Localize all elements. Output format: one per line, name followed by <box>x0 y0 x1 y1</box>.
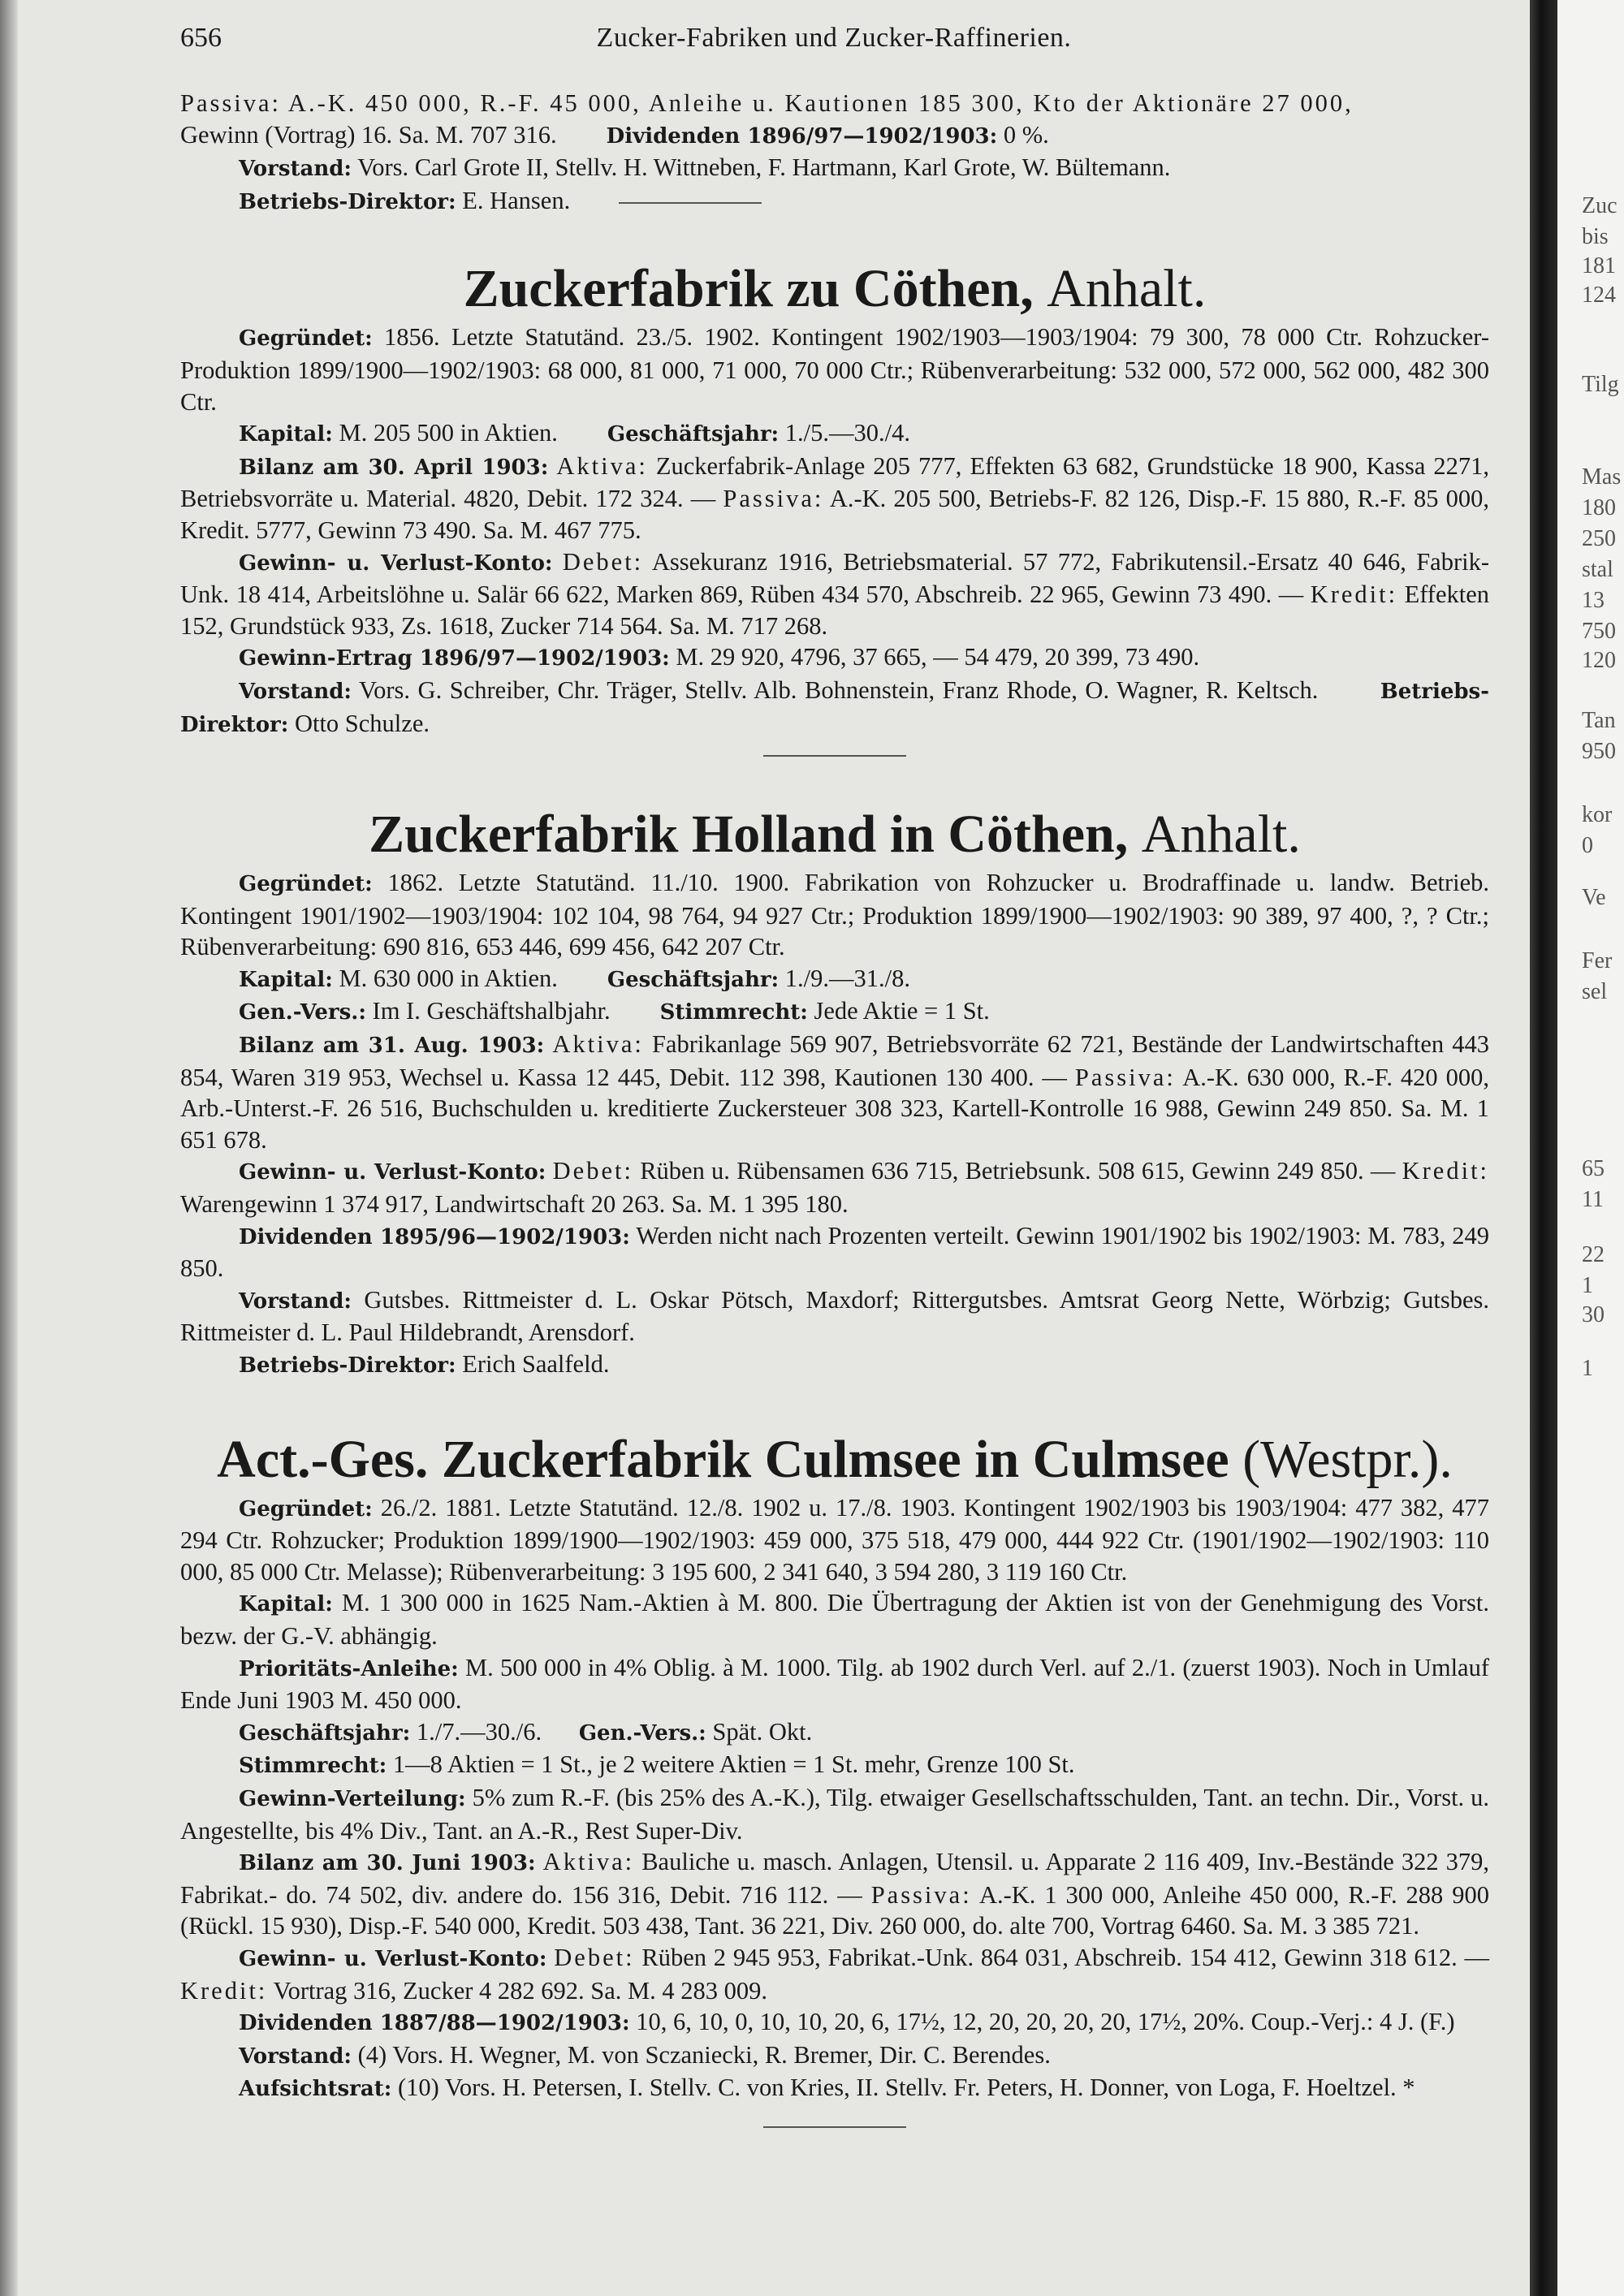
text: Zuckerfabrik-Anlage 205 777, Effekten 63 682, Grundstücke 18 900, Kassa 2271, Betriebsvorräte u. Material. 4820, Debit. 172 324. — <box>180 451 1490 513</box>
text: Gewinn (Vortrag) 16. Sa. M. 707 316. <box>180 120 557 149</box>
text: Assekuranz 1916, Betriebsmaterial. 57 772, Fabrikutensil.-Ersatz 40 646, Fabrik-Unk. 18 414, Arbeitslöhne u. Salär 66 622, Marken 869, Rüben 434 570, Abschreib. 22 965, Gewinn 73 490. — <box>180 547 1489 609</box>
book-gutter <box>1530 0 1557 2296</box>
text: A.-K. 205 500, Betriebs-F. 82 126, Disp.-F. 15 880, R.-F. 85 000, Kredit. 5777, Gewinn 73 490. Sa. M. 467 775. <box>180 485 1490 544</box>
company-title <box>180 1427 1489 1492</box>
fragment: 65 <box>1582 1156 1605 1181</box>
label: Vorstand: <box>239 2044 352 2069</box>
text: Rüben 2 945 953, Fabrikat.-Unk. 864 031, Abschreib. 154 412, Gewinn 318 612. — <box>641 1943 1489 1971</box>
text: Jede Aktie = 1 St. <box>814 997 990 1025</box>
label: Vorstand: <box>239 1288 352 1314</box>
text: M. 500 000 in 4% Oblig. à M. 1000. Tilg. ab 1902 durch Verl. auf 2./1. (zuerst 1903). Noch in Umlauf Ende Juni 1903 M. 450 000. <box>180 1653 1490 1715</box>
label: Kredit: <box>180 1976 268 2005</box>
text: Anhalt. <box>1141 805 1301 865</box>
label: Stimmrecht: <box>659 1000 808 1025</box>
label: Aktiva: <box>542 1848 635 1876</box>
label: Gegründet: <box>239 326 373 352</box>
paragraph <box>180 152 1489 185</box>
label: Gegründet: <box>239 1496 373 1521</box>
fragment: Tilg <box>1582 372 1619 397</box>
text: Warengewinn 1 374 917, Landwirtschaft 20 263. Sa. M. 1 395 180. <box>180 1190 849 1219</box>
fragment: 181 <box>1582 253 1616 278</box>
text: Erich Saalfeld. <box>462 1350 610 1378</box>
text: (10) Vors. H. Petersen, I. Stellv. C. von Kries, II. Stellv. Fr. Peters, H. Donner, von Loga, F. Hoeltzel. * <box>397 2074 1415 2102</box>
text: 5% zum R.-F. (bis 25% des A.-K.), Tilg. etwaiger Gesellschaftsschulden, Tant. an techn. Dir., Vorst. u. Angestellte, bis 4% Div., Tant. an A.-R., Rest Super-Div. <box>180 1783 1489 1845</box>
text: 1856. Letzte Statutänd. 23./5. 1902. Kontingent 1902/1903—1903/1904: 79 300, 78 000 Ctr. Rohzucker-Produktion 1899/1900—1902/1903: 68 000, 81 000, 71 000, 70 000 Ctr.; Rübenverarbeitung: 532 000, 572 000, 562 000, 482 300 Ctr. <box>180 323 1489 416</box>
paragraph <box>180 1942 1489 2006</box>
fragment: Ve <box>1582 885 1606 910</box>
label: Dividenden 1895/96—1902/1903: <box>239 1224 630 1249</box>
next-page-fragment <box>1557 0 1624 2296</box>
text: Im I. Geschäftshalbjahr. <box>372 997 611 1025</box>
label: Dividenden 1896/97—1902/1903: <box>606 123 998 149</box>
label: Kredit: <box>1310 580 1398 609</box>
text: 10, 6, 10, 0, 10, 10, 20, 6, 17½, 12, 20, 20, 20, 20, 17½, 20%. Coup.-Verj.: 4 J. (F.) <box>636 2008 1455 2036</box>
label: Stimmrecht: <box>239 1754 387 1779</box>
fragment: 180 <box>1582 495 1616 520</box>
fragment: 1 <box>1582 1273 1593 1298</box>
text: A.-K. 630 000, R.-F. 420 000, Arb.-Unterst.-F. 26 516, Buchschulden u. kreditierte Zuckersteuer 308 323, Kartell-Kontrolle 16 988, Gewinn 249 850. Sa. M. 1 651 678. <box>180 1063 1490 1154</box>
fragment: bis <box>1582 224 1609 249</box>
label: Gewinn- u. Verlust-Konto: <box>239 550 553 576</box>
paragraph <box>180 119 1489 153</box>
paragraph <box>180 867 1489 963</box>
previous-entry-continuation <box>180 88 1489 218</box>
fragment: sel <box>1582 979 1608 1004</box>
company-entry <box>180 257 1489 757</box>
label: Aktiva: <box>556 451 648 480</box>
page-content <box>180 88 1489 2128</box>
text: (Westpr.). <box>1242 1429 1453 1489</box>
text: Effekten 152, Grundstück 933, Zs. 1618, Zucker 714 564. Sa. M. 717 268. <box>180 580 1490 640</box>
paragraph <box>180 185 1489 218</box>
paragraph <box>180 1782 1489 1846</box>
text: A.-K. 1 300 000, Anleihe 450 000, R.-F. 288 900 (Rückl. 15 930), Disp.-F. 540 000, Kredit. 503 438, Tant. 36 221, Div. 260 000, do. alte 700, Vortrag 6460. Sa. M. 3 385 721. <box>180 1880 1489 1940</box>
text: 1./5.—30./4. <box>784 419 910 447</box>
fragment: kor <box>1582 802 1613 827</box>
label: Debet: <box>554 1943 635 1971</box>
text: M. 630 000 in Aktien. <box>339 964 558 992</box>
text: Fabrikanlage 569 907, Betriebsvorräte 62 721, Bestände der Landwirtschaften 443 854, Waren 319 953, Wechsel u. Kassa 12 445, Debit. 112 398, Kautionen 130 400. — <box>180 1030 1490 1091</box>
label: Bilanz am 30. Juni 1903: <box>239 1851 536 1876</box>
text: 1862. Letzte Statutänd. 11./10. 1900. Fabrikation von Rohzucker u. Brodraffinade u. landw. Betrieb. Kontingent 1901/1902—1903/1904: 102 104, 98 764, 94 927 Ctr.; Produktion 1899/1900—1902/1903: 90 389, 97 400, ?, ? Ctr.; Rübenverarbeitung: 690 816, 653 446, 699 456, 642 207 Ctr. <box>180 869 1489 961</box>
paragraph <box>180 1155 1489 1219</box>
label: Vorstand: <box>239 679 352 704</box>
company-title <box>180 802 1489 867</box>
label: Kapital: <box>239 1592 333 1617</box>
text: 1./9.—31./8. <box>784 964 910 992</box>
fragment: Tan <box>1582 708 1616 733</box>
label: Gewinn-Verteilung: <box>239 1786 466 1811</box>
fragment: 0 <box>1582 833 1593 858</box>
paragraph <box>180 675 1489 740</box>
text: 0 %. <box>1003 120 1049 149</box>
label: Passiva: <box>1074 1063 1176 1091</box>
label: Geschäftsjahr: <box>239 1720 411 1746</box>
label: Geschäftsjahr: <box>607 967 780 992</box>
label: Bilanz am 30. April 1903: <box>239 455 549 480</box>
label: Passiva: <box>723 485 824 513</box>
text: Otto Schulze. <box>294 709 430 737</box>
label: Gen.-Vers.: <box>578 1720 706 1746</box>
label: Debet: <box>552 1157 633 1185</box>
paragraph <box>180 995 1489 1029</box>
label: Bilanz am 31. Aug. 1903: <box>239 1034 545 1059</box>
fragment: 13 <box>1582 588 1605 613</box>
fragment: 120 <box>1582 648 1616 673</box>
label: Debet: <box>562 547 644 576</box>
fragment: Fer <box>1582 948 1613 973</box>
label: Dividenden 1887/88—1902/1903: <box>239 2011 630 2036</box>
page-header <box>180 23 1488 60</box>
label: Betriebs-Direktor: <box>180 679 1489 737</box>
label: Kapital: <box>239 967 333 992</box>
label: Betriebs-Direktor: <box>239 189 456 214</box>
fragment: stal <box>1582 557 1613 582</box>
paragraph <box>180 641 1489 675</box>
text: Zuckerfabrik zu Cöthen, <box>463 259 1034 319</box>
paragraph <box>180 1492 1489 1588</box>
text: M. 29 920, 4796, 37 665, — 54 479, 20 399, 73 490. <box>676 643 1200 671</box>
text: Werden nicht nach Prozenten verteilt. Gewinn 1901/1902 bis 1902/1903: M. 783, 249 850. <box>180 1221 1489 1283</box>
company-title <box>180 257 1489 322</box>
text: 26./2. 1881. Letzte Statutänd. 12./8. 1902 u. 17./8. 1903. Kontingent 1902/1903 bis 1903/1904: 477 382, 477 294 Ctr. Rohzucker; Produktion 1899/1900—1902/1903: 459 000, 375 518, 479 000, 444 922 Ctr. (1901/1902—1902/1903: 110 000, 85 000 Ctr. Melasse); Rübenverarbeitung: 3 195 600, 2 341 640, 3 594 280, 3 119 160 Ctr. <box>180 1493 1490 1586</box>
label: Vorstand: <box>239 157 352 182</box>
paragraph <box>180 88 1489 119</box>
fragment: 124 <box>1582 283 1616 308</box>
fragment: 11 <box>1582 1187 1604 1212</box>
text: Act.-Ges. Zuckerfabrik Culmsee in Culmsee <box>217 1429 1229 1489</box>
paragraph <box>180 2039 1489 2073</box>
label: Betriebs-Direktor: <box>239 1353 456 1378</box>
fragment: 1 <box>1582 1356 1593 1381</box>
text: Bauliche u. masch. Anlagen, Utensil. u. Apparate 2 116 409, Inv.-Bestände 322 379, Fabrikat.- do. 74 502, div. andere do. 156 316, Debit. 716 112. — <box>180 1848 1490 1909</box>
paragraph <box>180 322 1489 417</box>
label: Kredit: <box>1402 1157 1490 1185</box>
paragraph <box>180 1846 1489 1942</box>
fragment: 22 <box>1582 1242 1605 1267</box>
label: Aufsichtsrat: <box>239 2077 392 2102</box>
label: Kapital: <box>239 422 333 447</box>
label: Aktiva: <box>552 1030 644 1059</box>
paragraph <box>180 1652 1489 1716</box>
paragraph <box>180 451 1489 546</box>
paragraph <box>180 1220 1489 1284</box>
label: Gewinn- u. Verlust-Konto: <box>239 1160 546 1185</box>
text: Zuckerfabrik Holland in Cöthen, <box>369 805 1129 865</box>
fragment: Zuc <box>1582 193 1618 218</box>
paragraph <box>180 1749 1489 1782</box>
text: Vors. G. Schreiber, Chr. Träger, Stellv. Alb. Bohnenstein, Franz Rhode, O. Wagner, R. Keltsch. <box>359 675 1319 704</box>
fragment: 750 <box>1582 619 1616 644</box>
paragraph <box>180 546 1489 642</box>
text: Passiva: A.-K. 450 000, R.-F. 45 000, Anleihe u. Kautionen 185 300, Kto der Aktionäre 27 000, <box>180 89 1354 117</box>
paragraph <box>180 1284 1489 1349</box>
label: Passiva: <box>870 1880 972 1909</box>
text: 1—8 Aktien = 1 St., je 2 weitere Aktien = 1 St. mehr, Grenze 100 St. <box>392 1750 1075 1779</box>
text: Rüben u. Rübensamen 636 715, Betriebsunk. 508 615, Gewinn 249 850. — <box>640 1157 1396 1185</box>
text: E. Hansen. <box>462 186 571 214</box>
fragment: Mas <box>1582 464 1622 490</box>
paragraph <box>180 1587 1489 1651</box>
company-entry <box>180 1427 1489 2128</box>
fragment: 30 <box>1582 1302 1605 1327</box>
running-title: Zucker-Fabriken und Zucker-Raffinerien. <box>596 23 1072 53</box>
left-page-edge <box>0 0 18 2296</box>
label: Geschäftsjahr: <box>607 422 780 447</box>
paragraph <box>180 1349 1489 1382</box>
paragraph <box>180 1716 1489 1750</box>
label: Gewinn-Ertrag 1896/97—1902/1903: <box>239 646 670 671</box>
text: 1./7.—30./6. <box>416 1717 542 1746</box>
text: Spät. Okt. <box>712 1717 813 1746</box>
fragment: 250 <box>1582 526 1616 551</box>
fragment: 950 <box>1582 739 1616 764</box>
paragraph <box>180 963 1489 996</box>
text: (4) Vors. H. Wegner, M. von Sczaniecki, R. Bremer, Dir. C. Berendes. <box>357 2040 1051 2069</box>
label: Gegründet: <box>239 872 373 897</box>
paragraph <box>180 417 1489 451</box>
text: M. 1 300 000 in 1625 Nam.-Aktien à M. 800. Die Übertragung der Aktien ist von der Genehmigung des Vorst. bezw. der G.-V. abhängig. <box>180 1589 1489 1650</box>
label: Gen.-Vers.: <box>239 1000 366 1025</box>
paragraph <box>180 2072 1489 2105</box>
paragraph <box>180 1029 1489 1155</box>
paragraph <box>180 2006 1489 2039</box>
text: Vortrag 316, Zucker 4 282 692. Sa. M. 4 283 009. <box>273 1976 768 2005</box>
text: M. 205 500 in Aktien. <box>339 419 558 447</box>
text: Gutsbes. Rittmeister d. L. Oskar Pötsch, Maxdorf; Rittergutsbes. Amtsrat Georg Nette, Wörbzig; Gutsbes. Rittmeister d. L. Paul Hildebrandt, Arensdorf. <box>180 1285 1490 1347</box>
divider <box>619 202 762 204</box>
page-number: 656 <box>180 23 222 53</box>
company-entry <box>180 802 1489 1382</box>
label: Prioritäts-Anleihe: <box>239 1656 459 1681</box>
text: Anhalt. <box>1047 259 1207 319</box>
divider <box>763 2126 906 2128</box>
text: Vors. Carl Grote II, Stellv. H. Wittneben, F. Hartmann, Karl Grote, W. Bültemann. <box>357 153 1171 182</box>
label: Gewinn- u. Verlust-Konto: <box>239 1946 547 1971</box>
